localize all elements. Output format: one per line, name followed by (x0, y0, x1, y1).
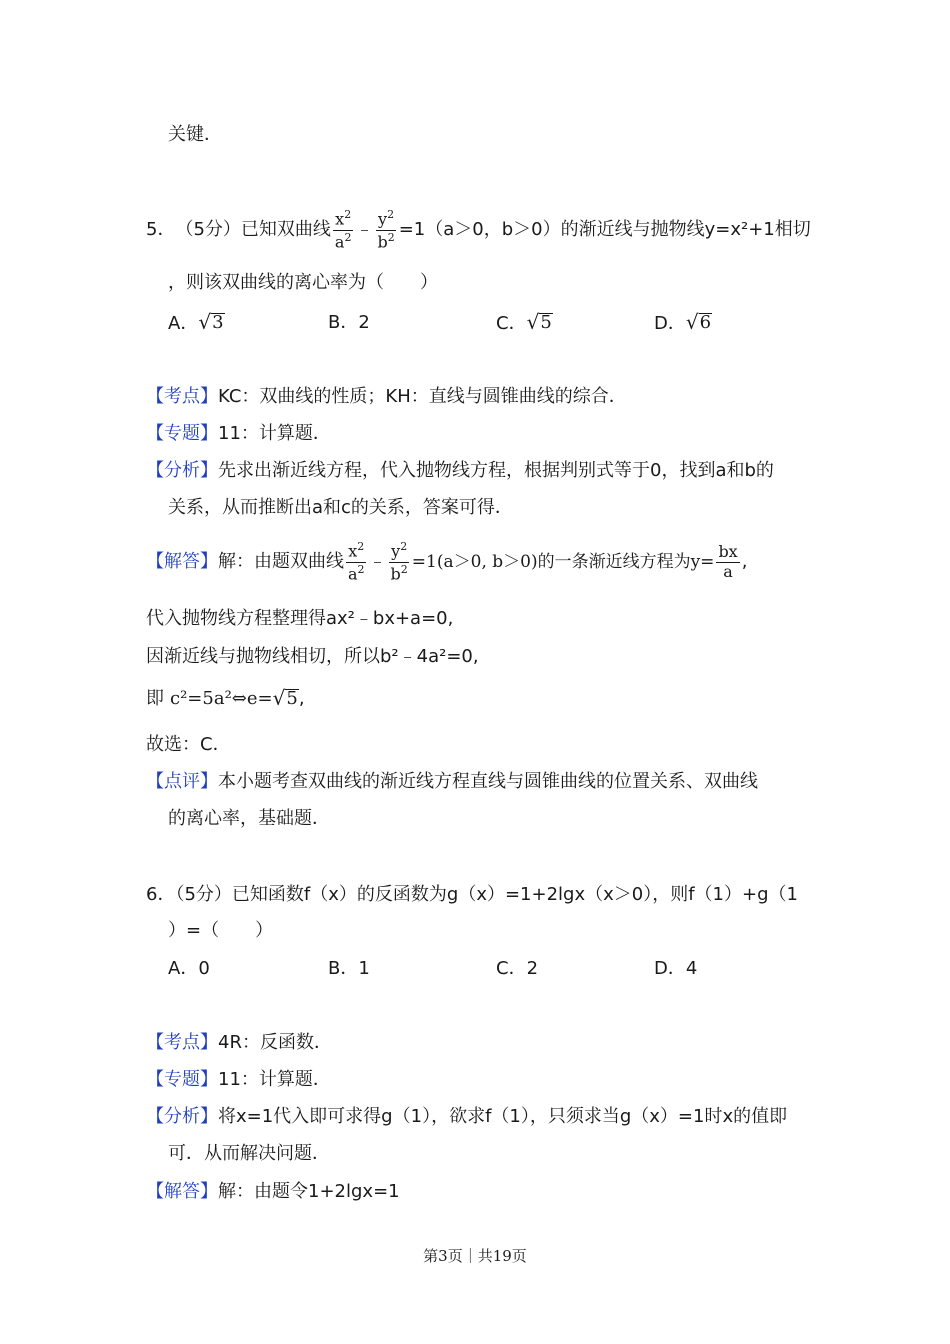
q6-kaodian: 【考点】4R：反函数． (146, 1032, 332, 1053)
q5-score: （5分） (175, 219, 241, 240)
q6-fenxi-line2: 可．从而解决问题． (168, 1143, 330, 1164)
q6-option-b: B．1 (328, 958, 370, 979)
q5-number: 5． (146, 219, 176, 240)
q5-fraction-y: $\frac{y^2}{b^2}$ (377, 208, 395, 251)
q5-fenxi: 【分析】先求出渐近线方程，代入抛物线方程，根据判别式等于0，找到a和b的 (146, 460, 774, 481)
q5-fraction-x: $\frac{x^2}{a^2}$ (334, 208, 352, 251)
page-footer: 第3页｜共19页 (423, 1247, 527, 1265)
q5-zhuanti-tag: 【专题】 (146, 423, 218, 444)
q6-jieda: 【解答】解：由题令1+2lgx=1 (146, 1181, 400, 1202)
q5-stem-condition: =1（a＞0，b＞0）的渐近线与抛物线y=x²+1相切 (398, 219, 811, 240)
q5-step-4: 故选：C． (146, 734, 231, 755)
q6-stem-line1: 6．（5分）已知函数f（x）的反函数为g（x）=1+2lgx（x＞0），则f（1）+g（1 (146, 884, 798, 905)
q5-kaodian-tag: 【考点】 (146, 386, 218, 407)
q6-zhuanti: 【专题】11：计算题． (146, 1069, 331, 1090)
q5-option-a: A． √ 3 (168, 310, 224, 334)
q5-stem-pre: 已知双曲线 (240, 219, 331, 240)
q5-jieda-fraction-y: $\frac{y^2}{b^2}$ (390, 540, 408, 583)
q5-jieda: 【解答】 解：由题双曲线 $\frac{x^2}{a^2}$ ﹣ $\frac{y^2}{b^2}$ =1(a＞0, b＞0)的一条渐近线方程为 y= $\frac{bx}{a}$ , (146, 540, 748, 583)
q5-fenxi-line2: 关系，从而推断出a和c的关系，答案可得． (168, 497, 513, 518)
q5-jieda-fraction-x: $\frac{x^2}{a^2}$ (348, 540, 365, 583)
q5-minus: ﹣ (355, 219, 374, 240)
q5-dianping-tag: 【点评】 (146, 771, 218, 792)
q5-dianping-line2: 的离心率，基础题． (168, 808, 330, 829)
q5-jieda-fraction-bx-a: $\frac{bx}{a}$ (718, 541, 738, 581)
q6-zhuanti-tag: 【专题】 (146, 1069, 218, 1090)
prev-tail-text: 关键． (168, 124, 222, 145)
q5-kaodian: 【考点】KC：双曲线的性质；KH：直线与圆锥曲线的综合． (146, 386, 627, 407)
q6-stem-line2: ）=（ ） (168, 920, 274, 941)
q5-step-3: 即 c²=5a²⇔e= √ 5 , (146, 686, 305, 710)
q5-jieda-tag: 【解答】 (146, 551, 218, 572)
q6-kaodian-tag: 【考点】 (146, 1032, 218, 1053)
q5-option-d: D． √ 6 (654, 310, 712, 334)
q6-option-a: A．0 (168, 958, 210, 979)
q5-stem-line2: ，则该双曲线的离心率为（ ） (168, 272, 438, 293)
q5-zhuanti: 【专题】11：计算题． (146, 423, 331, 444)
q6-option-d: D．4 (654, 958, 698, 979)
q5-option-c: C． √ 5 (496, 310, 552, 334)
q5-step-1: 代入抛物线方程整理得ax²﹣bx+a=0, (146, 608, 454, 629)
q6-fenxi-tag: 【分析】 (146, 1106, 218, 1127)
q6-fenxi: 【分析】将x=1代入即可求得g（1），欲求f（1），只须求当g（x）=1时x的值即 (146, 1106, 788, 1127)
q5-dianping: 【点评】本小题考查双曲线的渐近线方程直线与圆锥曲线的位置关系、双曲线 (146, 771, 758, 792)
q5-fenxi-tag: 【分析】 (146, 460, 218, 481)
q6-jieda-tag: 【解答】 (146, 1181, 218, 1202)
q5-stem-line1 (146, 206, 811, 254)
q5-option-b: B．2 (328, 312, 370, 333)
q5-step-2: 因渐近线与抛物线相切，所以b²﹣4a²=0, (146, 646, 479, 667)
q6-option-c: C．2 (496, 958, 539, 979)
